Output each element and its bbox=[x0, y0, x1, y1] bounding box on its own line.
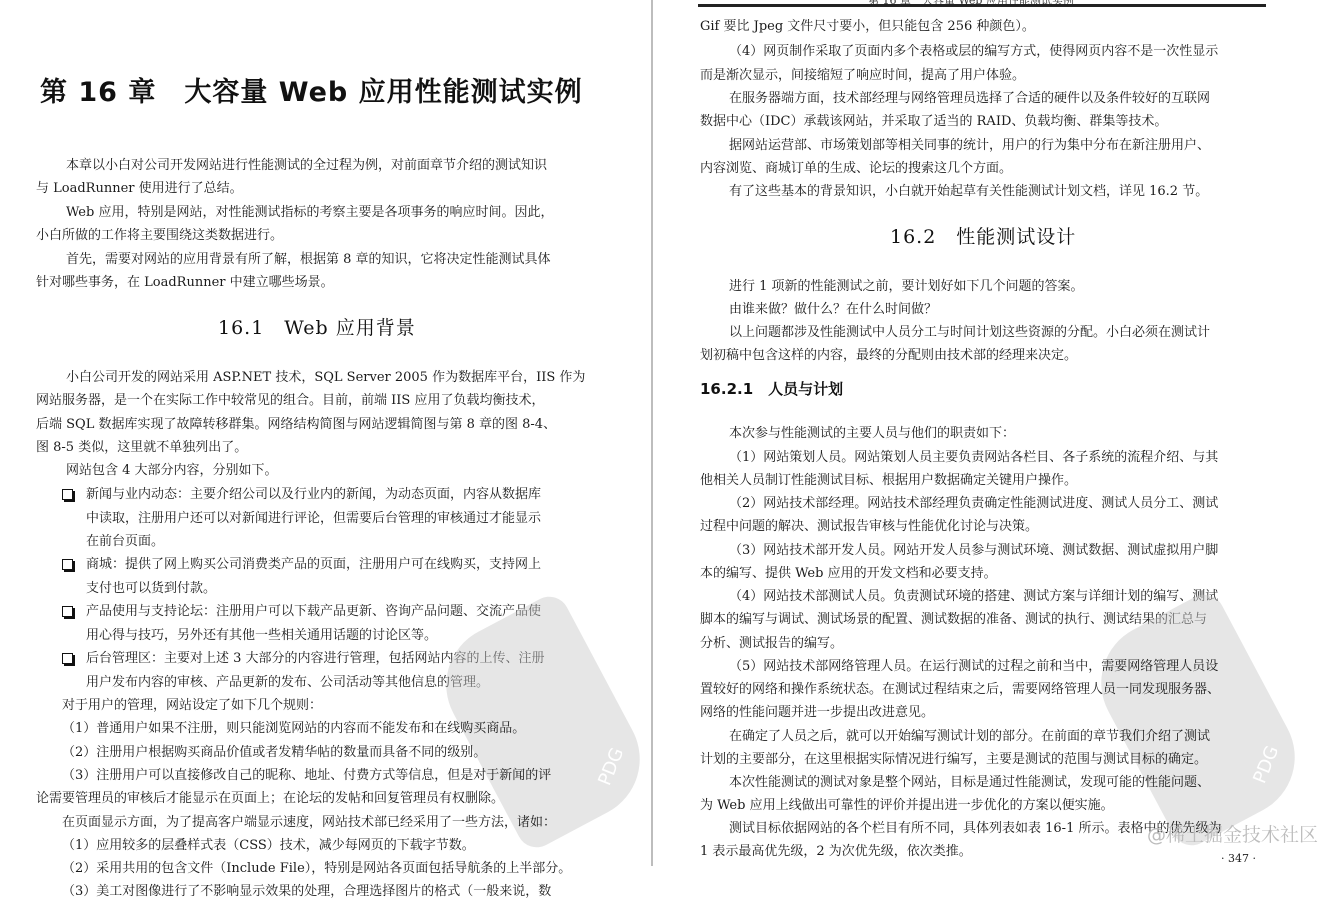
section-heading: 16.1 Web 应用背景 bbox=[218, 317, 416, 339]
bullet-text: 商城：提供了网上购买公司消费类产品的页面，注册用户可在线购买，支持网上 bbox=[86, 557, 542, 572]
paragraph: 1 表示最高优先级，2 为次优先级，依次类推。 bbox=[700, 844, 972, 859]
paragraph: 计划的主要部分，在这里根据实际情况进行编写，主要是测试的范围与测试目标的确定。 bbox=[700, 752, 1208, 767]
checkbox-bullet-icon bbox=[62, 489, 73, 500]
header-rule bbox=[698, 4, 1266, 7]
paragraph: （1）应用较多的层叠样式表（CSS）技术，减少每网页的下载字节数。 bbox=[62, 838, 475, 853]
chapter-title: 第 16 章 大容量 Web 应用性能测试实例 bbox=[40, 77, 583, 108]
paragraph: （4）网站技术部测试人员。负责测试环境的搭建、测试方案与详细计划的编写、测试 bbox=[729, 589, 1219, 604]
paragraph: （1）网站策划人员。网站策划人员主要负责网站各栏目、各子系统的流程介绍、与其 bbox=[729, 450, 1219, 465]
paragraph: 在确定了人员之后，就可以开始编写测试计划的部分。在前面的章节我们介绍了测试 bbox=[729, 729, 1211, 744]
checkbox-bullet-icon bbox=[62, 606, 73, 617]
paragraph: 脚本的编写与调试、测试场景的配置、测试数据的准备、测试的执行、测试结果的汇总与 bbox=[700, 612, 1208, 627]
site-watermark: @稀土掘金技术社区 bbox=[1146, 824, 1318, 846]
bullet-text: 在前台页面。 bbox=[86, 534, 165, 549]
paragraph: （2）注册用户根据购买商品价值或者发精华帖的数量而具备不同的级别。 bbox=[62, 745, 487, 760]
paragraph: （1）普通用户如果不注册，则只能浏览网站的内容而不能发布和在线购买商品。 bbox=[62, 721, 526, 736]
checkbox-bullet-icon bbox=[62, 653, 73, 664]
paragraph: 内容浏览、商城订单的生成、论坛的搜索这几个方面。 bbox=[700, 161, 1013, 176]
watermark-text: PDG bbox=[1249, 742, 1284, 787]
paragraph: 为 Web 应用上线做出可靠性的评价并提出进一步优化的方案以便实施。 bbox=[700, 798, 1114, 813]
paragraph: 分析、测试报告的编写。 bbox=[700, 636, 844, 651]
paragraph: 置较好的网络和操作系统状态。在测试过程结束之后，需要网络管理人员一同发现服务器、 bbox=[700, 682, 1221, 697]
bullet-text: 用户发布内容的审核、产品更新的发布、公司活动等其他信息的管理。 bbox=[86, 674, 490, 690]
paragraph: 本的编写、提供 Web 应用的开发文档和必要支持。 bbox=[700, 566, 997, 581]
left-page bbox=[0, 0, 651, 899]
paragraph: 划初稿中包含这样的内容，最终的分配则由技术部的经理来决定。 bbox=[700, 348, 1078, 363]
checkbox-bullet-icon bbox=[62, 559, 73, 570]
bullet-text: 新闻与业内动态：主要介绍公司以及行业内的新闻，为动态页面，内容从数据库 bbox=[86, 487, 542, 502]
right-page bbox=[653, 0, 1340, 866]
paragraph: 与 LoadRunner 使用进行了总结。 bbox=[36, 181, 243, 196]
paragraph: 测试目标依据网站的各个栏目有所不同，具体列表如表 16-1 所示。表格中的优先级为 bbox=[729, 821, 1222, 836]
paragraph: 本次性能测试的测试对象是整个网站，目标是通过性能测试，发现可能的性能问题、 bbox=[729, 775, 1211, 790]
paragraph: （3）注册用户可以直接修改自己的昵称、地址、付费方式等信息，但是对于新闻的评 bbox=[62, 768, 552, 783]
bullet-text: 用心得与技巧，另外还有其他一些相关通用话题的讨论区等。 bbox=[86, 627, 438, 643]
paragraph: 图 8-5 类似，这里就不单独列出了。 bbox=[36, 440, 248, 455]
paragraph: 对于用户的管理，网站设定了如下几个规则： bbox=[62, 698, 323, 713]
paragraph: 后端 SQL 数据库实现了故障转移群集。网络结构简图与网站逻辑简图与第 8 章的图 8-4、 bbox=[36, 417, 557, 432]
paragraph: 有了这些基本的背景知识，小白就开始起草有关性能测试计划文档，详见 16.2 节。 bbox=[729, 184, 1209, 199]
paragraph: 而是渐次显示，间接缩短了响应时间，提高了用户体验。 bbox=[700, 68, 1026, 83]
paragraph: 在页面显示方面，为了提高客户端显示速度，网站技术部已经采用了一些方法，诸如： bbox=[62, 815, 557, 830]
paragraph: Web 应用，特别是网站，对性能测试指标的考察主要是各项事务的响应时间。因此， bbox=[66, 205, 554, 220]
paragraph: 数据中心（IDC）承载该网站，并采取了适当的 RAID、负载均衡、群集等技术。 bbox=[700, 114, 1168, 129]
paragraph: （3）网站技术部开发人员。网站开发人员参与测试环境、测试数据、测试虚拟用户脚 bbox=[729, 543, 1219, 558]
subsection-heading: 16.2.1 人员与计划 bbox=[700, 380, 844, 398]
watermark-text: PDG bbox=[594, 744, 629, 789]
paragraph: 小白所做的工作将主要围绕这类数据进行。 bbox=[36, 228, 284, 243]
paragraph: 进行 1 项新的性能测试之前，要计划好如下几个问题的答案。 bbox=[729, 279, 1084, 294]
paragraph: （4）网页制作采取了页面内多个表格或层的编写方式，使得网页内容不是一次性显示 bbox=[729, 44, 1219, 59]
paragraph: 小白公司开发的网站采用 ASP.NET 技术，SQL Server 2005 作为数据库平台，IIS 作为 bbox=[66, 370, 586, 385]
paragraph: 网络的性能问题并进一步提出改进意见。 bbox=[700, 705, 935, 720]
paragraph: 他相关人员制订性能测试目标、根据用户数据确定关键用户操作。 bbox=[700, 473, 1078, 488]
paragraph: 过程中问题的解决、测试报告审核与性能优化讨论与决策。 bbox=[700, 519, 1039, 534]
paragraph: 论需要管理员的审核后才能显示在页面上；在论坛的发帖和回复管理员有权删除。 bbox=[36, 791, 505, 806]
paragraph: 首先，需要对网站的应用背景有所了解，根据第 8 章的知识，它将决定性能测试具体 bbox=[66, 252, 551, 267]
paragraph: （5）网站技术部网络管理人员。在运行测试的过程之前和当中，需要网络管理人员设 bbox=[729, 659, 1219, 674]
bullet-text: 后台管理区：主要对上述 3 大部分的内容进行管理，包括网站内容的上传、注册 bbox=[86, 651, 545, 666]
paragraph: （3）美工对图像进行了不影响显示效果的处理，合理选择图片的格式（一般来说，数 bbox=[62, 884, 552, 899]
paragraph: （2）采用共用的包含文件（Include File），特别是网站各页面包括导航条的上半部分。 bbox=[62, 861, 572, 876]
section-heading: 16.2 性能测试设计 bbox=[890, 226, 1077, 248]
paragraph: 网站包含 4 大部分内容，分别如下。 bbox=[66, 463, 278, 478]
paragraph: 网站服务器，是一个在实际工作中较常见的组合。目前，前端 IIS 应用了负载均衡技术， bbox=[36, 393, 545, 408]
page-number: · 347 · bbox=[1221, 852, 1256, 865]
paragraph: 由谁来做？做什么？在什么时间做？ bbox=[729, 302, 938, 317]
paragraph: 本章以小白对公司开发网站进行性能测试的全过程为例，对前面章节介绍的测试知识 bbox=[66, 158, 548, 173]
paragraph: （2）网站技术部经理。网站技术部经理负责确定性能测试进度、测试人员分工、测试 bbox=[729, 496, 1219, 511]
paragraph: 本次参与性能测试的主要人员与他们的职责如下： bbox=[729, 426, 1016, 441]
paragraph: 以上问题都涉及性能测试中人员分工与时间计划这些资源的分配。小白必须在测试计 bbox=[729, 325, 1211, 340]
bullet-text: 支付也可以货到付款。 bbox=[86, 580, 217, 596]
paragraph: Gif 要比 Jpeg 文件尺寸要小，但只能包含 256 种颜色）。 bbox=[700, 19, 1035, 34]
bullet-text: 中读取，注册用户还可以对新闻进行评论，但需要后台管理的审核通过才能显示 bbox=[86, 510, 542, 526]
bullet-text: 产品使用与支持论坛：注册用户可以下载产品更新、咨询产品问题、交流产品使 bbox=[86, 604, 542, 619]
paragraph: 针对哪些事务，在 LoadRunner 中建立哪些场景。 bbox=[36, 275, 334, 290]
paragraph: 在服务器端方面，技术部经理与网络管理员选择了合适的硬件以及条件较好的互联网 bbox=[729, 91, 1211, 106]
paragraph: 据网站运营部、市场策划部等相关同事的统计，用户的行为集中分布在新注册用户、 bbox=[729, 138, 1211, 153]
